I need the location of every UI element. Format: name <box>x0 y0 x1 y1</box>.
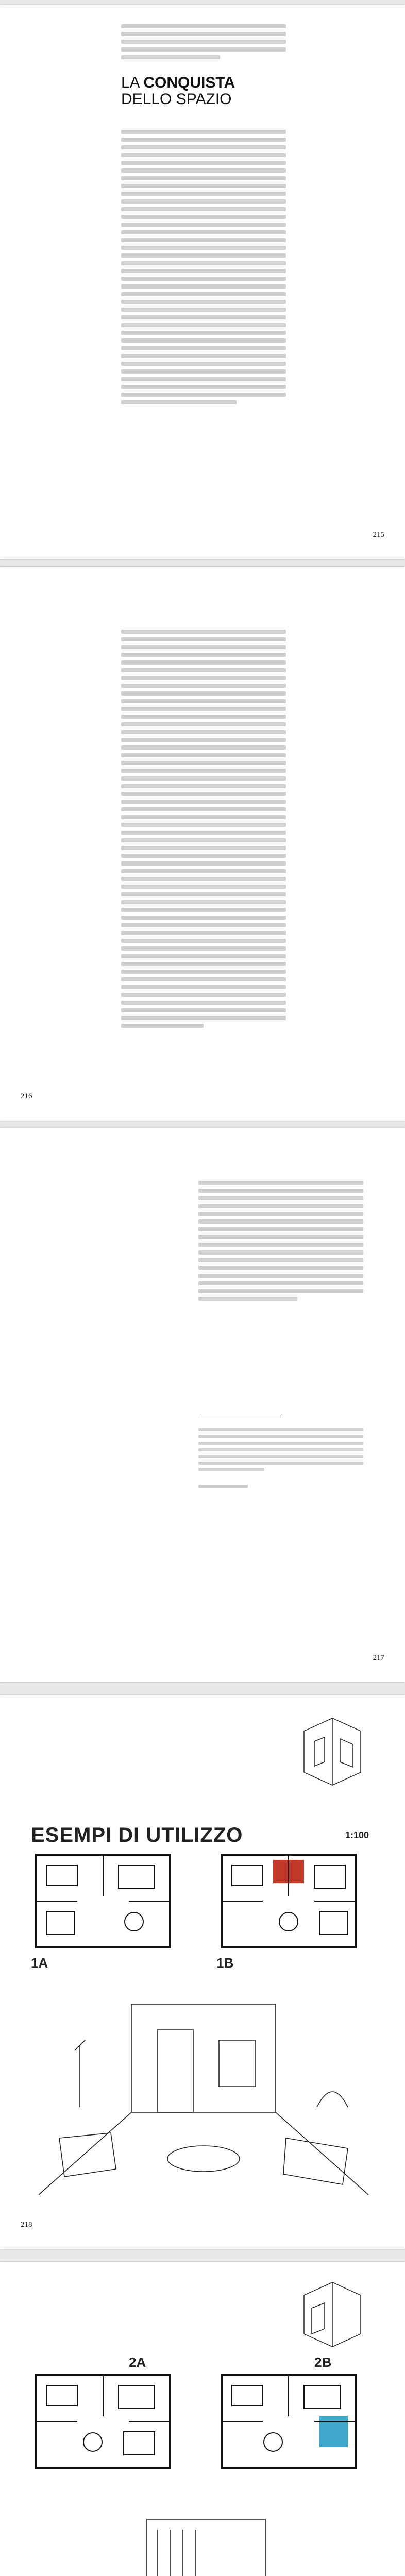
page-215 <box>0 5 405 559</box>
heading-line-2: DELLO SPAZIO <box>121 90 232 108</box>
isometric-sketch <box>294 1710 371 1793</box>
page-218 <box>0 1695 405 2249</box>
plan-label-2b: 2B <box>314 2354 332 2370</box>
heading-word-conquista: CONQUISTA <box>143 74 235 91</box>
interior-sketch <box>28 2488 379 2576</box>
floor-plan-2a <box>31 2370 175 2473</box>
plan-label-2a: 2A <box>129 2354 146 2370</box>
interior-sketch <box>28 1984 379 2205</box>
floor-plan-1b <box>216 1850 361 1953</box>
page-number: 218 <box>21 2221 32 2229</box>
plan-label-1a: 1A <box>31 1955 48 1971</box>
page-219 <box>0 2262 405 2576</box>
page-number: 215 <box>373 531 384 539</box>
text-block-body <box>121 126 286 408</box>
floor-plan-1a <box>31 1850 175 1953</box>
page-number: 216 <box>21 1092 32 1100</box>
text-block-body <box>198 1177 363 1304</box>
page-216 <box>0 567 405 1121</box>
scale-label: 1:100 <box>345 1830 369 1840</box>
page-number: 217 <box>373 1654 384 1662</box>
plan-label-1b: 1B <box>216 1955 234 1971</box>
isometric-sketch <box>294 2275 371 2352</box>
chapter-heading <box>121 75 286 107</box>
text-block-top <box>121 21 286 63</box>
examples-title: ESEMPI DI UTILIZZO <box>31 1824 243 1846</box>
floor-plan-2b <box>216 2370 361 2473</box>
footnotes <box>198 1425 363 1492</box>
heading-word-la: LA <box>121 74 140 91</box>
page-217 <box>0 1128 405 1682</box>
text-block-body <box>121 626 286 1031</box>
